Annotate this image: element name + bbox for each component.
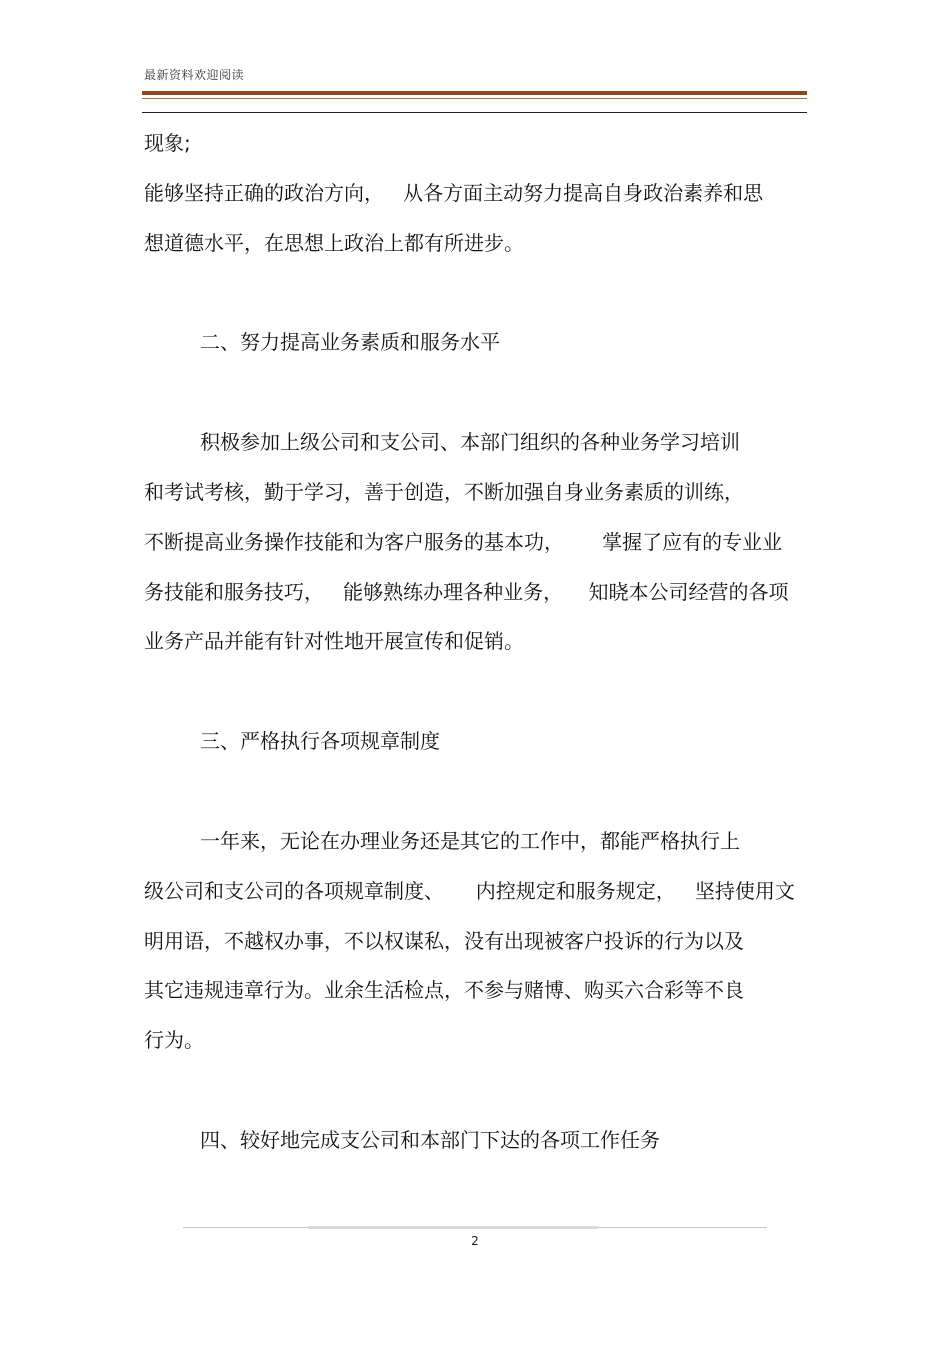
header-divider-bottom xyxy=(142,112,807,113)
body-line: 级公司和支公司的各项规章制度、 内控规定和服务规定， 坚持使用文 xyxy=(144,879,795,903)
body-line: 行为。 xyxy=(144,1028,204,1052)
section-heading-2: 二、努力提高业务素质和服务水平 xyxy=(200,330,500,354)
body-line: 现象; xyxy=(144,131,191,155)
body-line: 能够坚持正确的政治方向， 从各方面主动努力提高自身政治素养和思 xyxy=(144,181,764,205)
body-line: 一年来，无论在办理业务还是其它的工作中，都能严格执行上 xyxy=(200,829,740,853)
body-line: 不断提高业务操作技能和为客户服务的基本功， 掌握了应有的专业业 xyxy=(144,530,783,554)
body-line: 明用语，不越权办事，不以权谋私，没有出现被客户投诉的行为以及 xyxy=(144,929,744,953)
header-title: 最新资料欢迎阅读 xyxy=(144,68,245,82)
body-line: 想道德水平，在思想上政治上都有所进步。 xyxy=(144,231,524,255)
body-line: 积极参加上级公司和支公司、本部门组织的各种业务学习培训 xyxy=(200,430,740,454)
body-line: 业务产品并能有针对性地开展宣传和促销。 xyxy=(144,629,524,653)
section-heading-4: 四、较好地完成支公司和本部门下达的各项工作任务 xyxy=(200,1128,660,1152)
section-heading-3: 三、严格执行各项规章制度 xyxy=(200,729,440,753)
body-line: 其它违规违章行为。业余生活检点，不参与赌博、购买六合彩等不良 xyxy=(144,978,744,1002)
header-divider-thick xyxy=(142,91,807,95)
body-line: 务技能和服务技巧， 能够熟练办理各种业务， 知晓本公司经营的各项 xyxy=(144,580,789,604)
body-line: 和考试考核，勤于学习，善于创造，不断加强自身业务素质的训练， xyxy=(144,480,744,504)
header-divider-thin xyxy=(142,98,807,99)
page-number: 2 xyxy=(471,1234,479,1248)
footer-divider-accent xyxy=(308,1226,598,1229)
